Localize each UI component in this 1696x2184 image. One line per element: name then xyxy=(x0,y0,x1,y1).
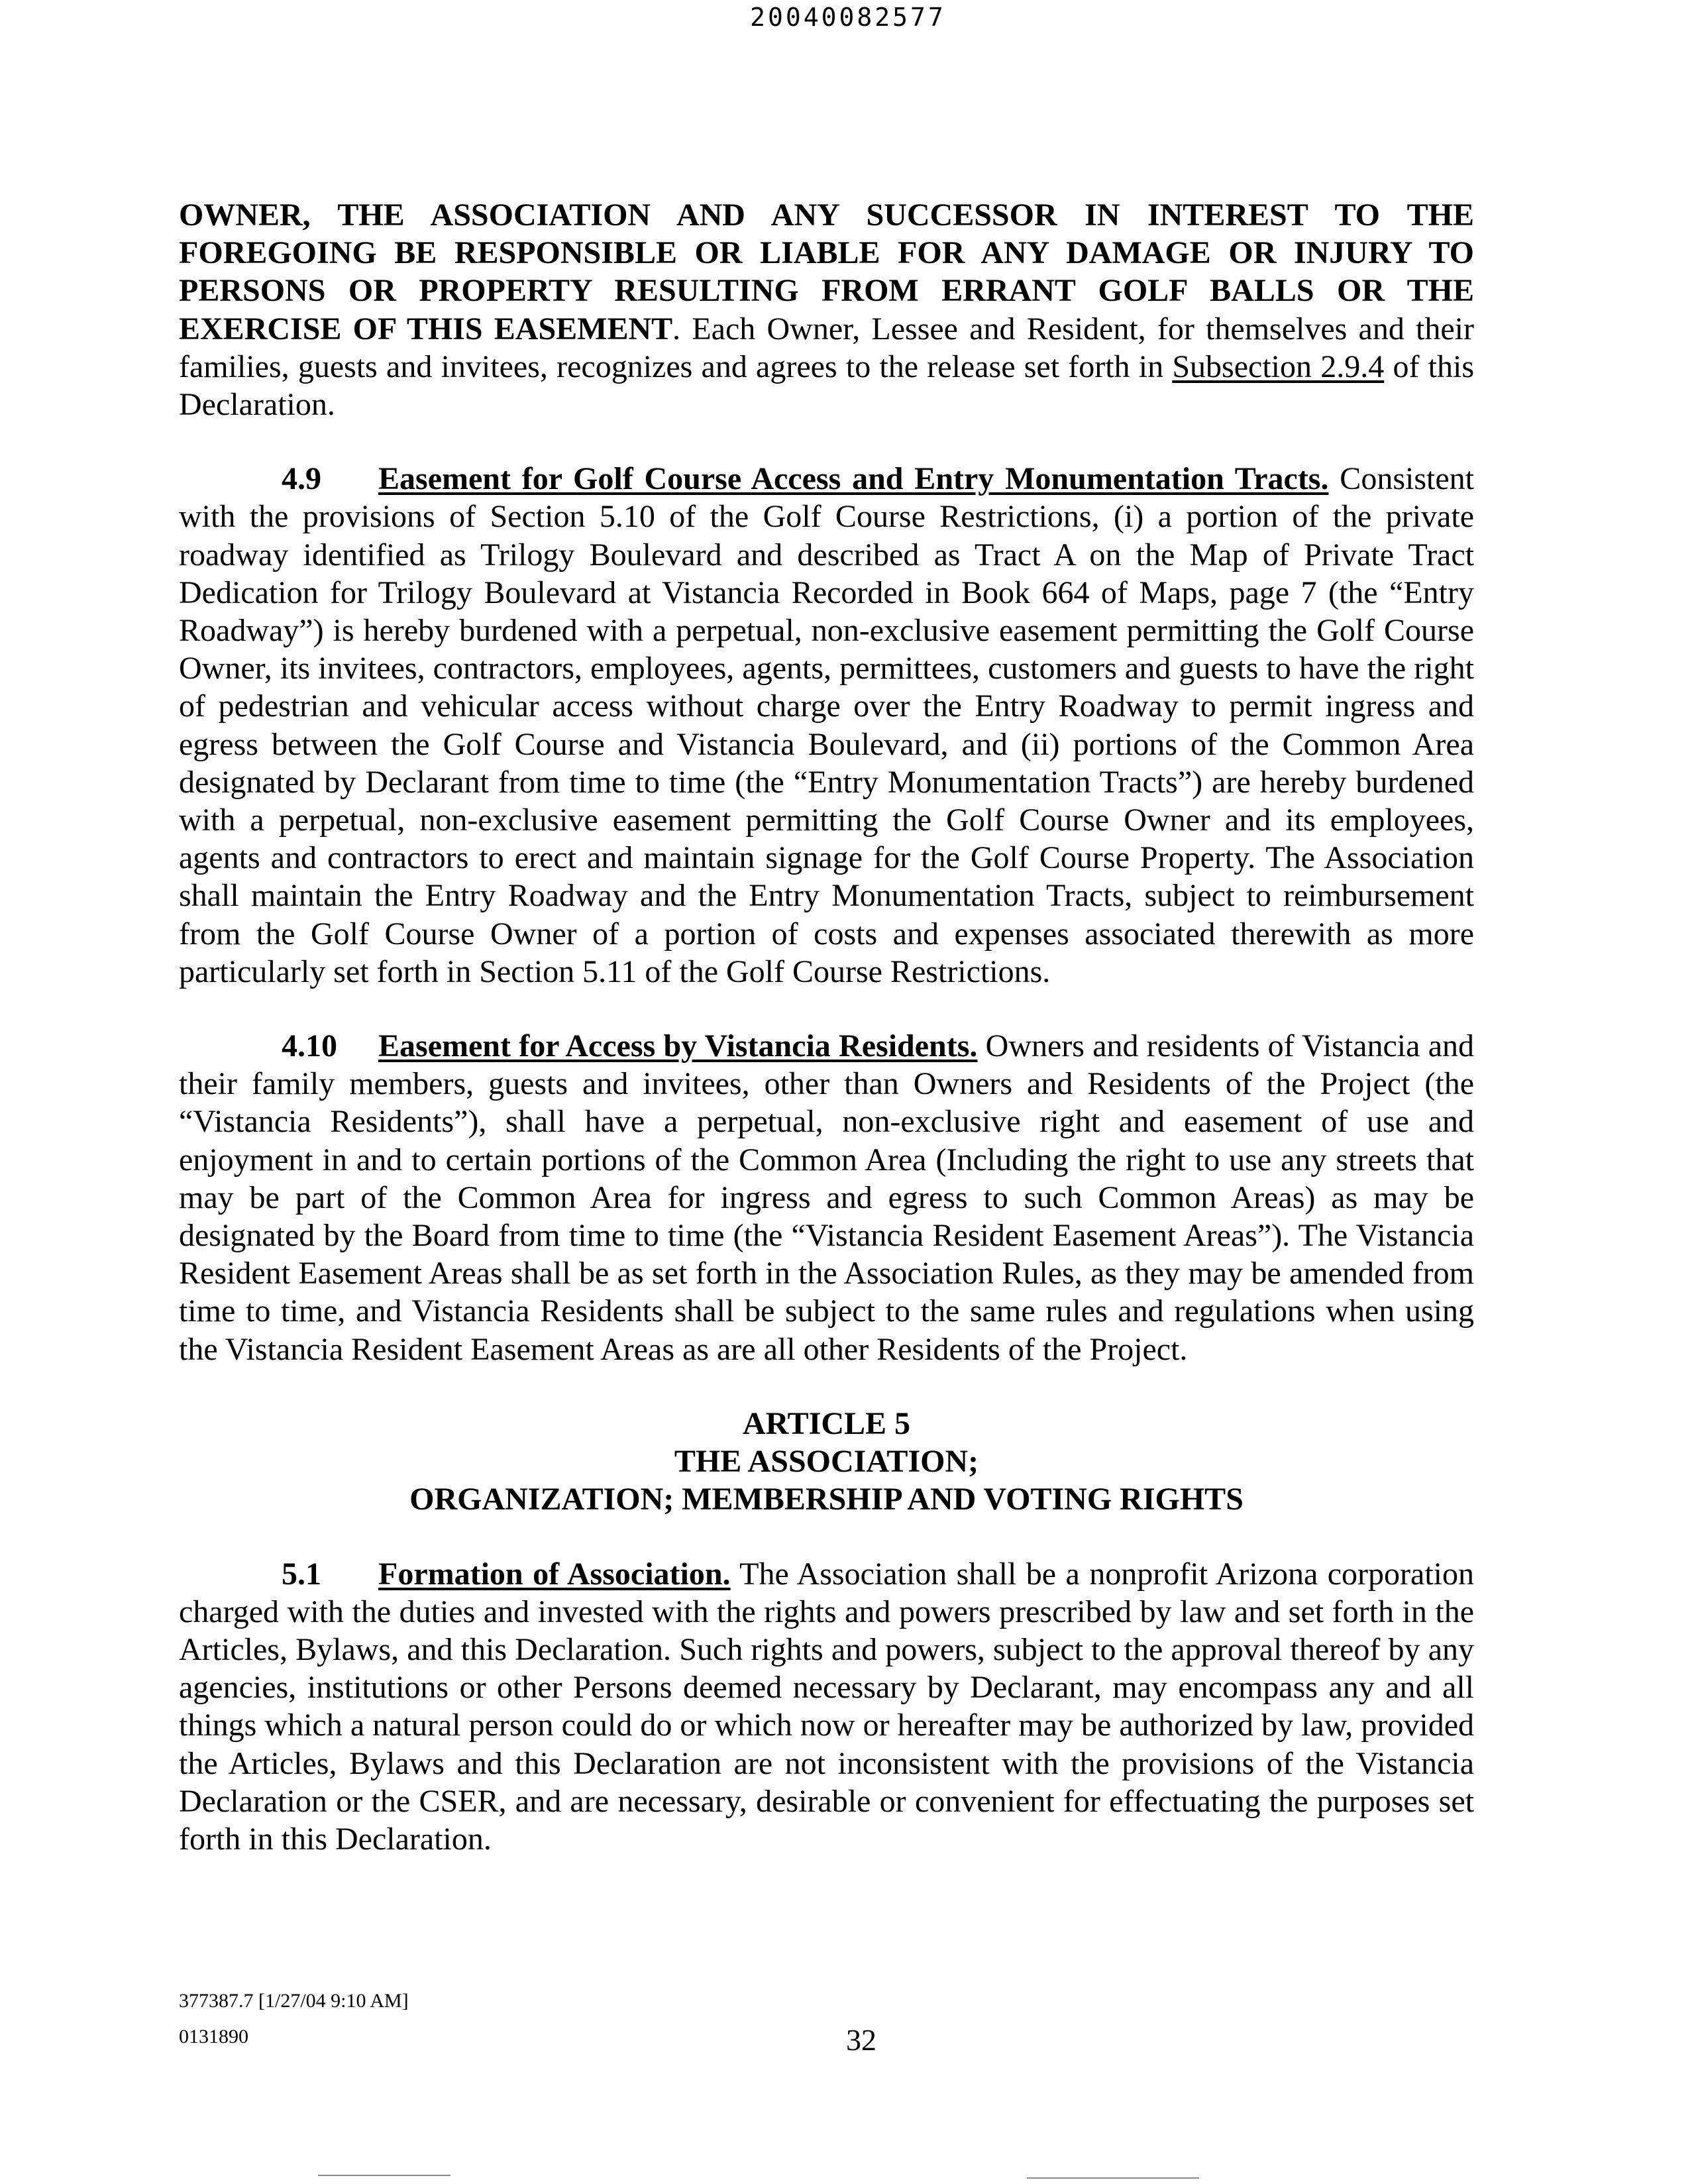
scan-artifact xyxy=(1027,2177,1199,2179)
intro-paragraph xyxy=(179,196,1474,423)
document-body xyxy=(179,196,1474,1858)
client-id: 0131890 xyxy=(179,2026,248,2048)
section-number: 4.9 xyxy=(282,461,321,497)
page-number: 32 xyxy=(846,2023,876,2057)
article-5-heading xyxy=(179,1405,1474,1519)
article-subtitle: ORGANIZATION; MEMBERSHIP AND VOTING RIGHTS xyxy=(409,1482,1244,1517)
intro-bold-text: OWNER, THE ASSOCIATION AND ANY SUCCESSOR IN INTEREST TO THE FOREGOING BE RESPONSIBLE OR LIABLE FOR ANY DAMAGE OR INJURY TO PERSONS OR PROPERTY RESULTING FROM ERRANT GOLF BALLS OR THE EXERCISE OF THIS EASEMENT xyxy=(179,197,1474,347)
section-body: Owners and residents of Vistancia and their family members, guests and invitees, other than Owners and Residents of the Project (the “Vistancia Residents”), shall have a perpetual, non-exclusive right and easement of use and enjoyment in and to certain portions of the Common Area (Including the right to use any streets that may be part of the Common Area for ingress and egress to such Common Areas) as may be designated by the Board from time to time (the “Vistancia Resident Easement Areas”). The Vistancia Resident Easement Areas shall be as set forth in the Association Rules, as they may be amended from time to time, and Vistancia Residents shall be subject to the same rules and regulations when using the Vistancia Resident Easement Areas as are all other Residents of the Project. xyxy=(179,1028,1474,1367)
section-number: 4.10 xyxy=(282,1028,337,1064)
article-subtitle: THE ASSOCIATION; xyxy=(674,1444,979,1480)
subsection-reference: Subsection 2.9.4 xyxy=(1172,349,1385,384)
intro-text-b: of this Declaration. xyxy=(179,349,1475,423)
document-id: 377387.7 [1/27/04 9:10 AM] xyxy=(179,1990,409,2012)
intro-text-a: . Each Owner, Lessee and Resident, for themselves and their families, guests and invitees, recognizes and agrees to the release set forth in xyxy=(179,311,1474,384)
section-body: Consistent with the provisions of Section 5.10 of the Golf Course Restrictions, (i) a portion of the private roadway identified as Trilogy Boulevard and described as Tract A on the Map of Private Tract Dedication for Trilogy Boulevard at Vistancia Recorded in Book 664 of Maps, page 7 (the “Entry Roadway”) is hereby burdened with a perpetual, non-exclusive easement permitting the Golf Course Owner, its invitees, contractors, employees, agents, permittees, customers and guests to have the right of pedestrian and vehicular access without charge over the Entry Roadway to permit ingress and egress between the Golf Course and Vistancia Boulevard, and (ii) portions of the Common Area designated by Declarant from time to time (the “Entry Monumentation Tracts”) are hereby burdened with a perpetual, non-exclusive easement permitting the Golf Course Owner and its employees, agents and contractors to erect and maintain signage for the Golf Course Property. The Association shall maintain the Entry Roadway and the Entry Monumentation Tracts, subject to reimbursement from the Golf Course Owner of a portion of costs and expenses associated therewith as more particularly set forth in Section 5.11 of the Golf Course Restrictions. xyxy=(179,461,1474,989)
article-title: ARTICLE 5 xyxy=(742,1405,911,1441)
section-number: 5.1 xyxy=(282,1556,321,1592)
section-4-10 xyxy=(179,1027,1474,1368)
section-body: The Association shall be a nonprofit Arizona corporation charged with the duties and invested with the rights and powers prescribed by law and set forth in the Articles, Bylaws, and this Declaration. Such rights and powers, subject to the approval thereof by any agencies, institutions or other Persons deemed necessary by Declarant, may encompass any and all things which a natural person could do or which now or hereafter may be authorized by law, provided the Articles, Bylaws and this Declaration are not inconsistent with the provisions of the Vistancia Declaration or the CSER, and are necessary, desirable or convenient for effectuating the purposes set forth in this Declaration. xyxy=(179,1556,1474,1857)
section-4-9 xyxy=(179,460,1474,991)
section-title: Easement for Golf Course Access and Entry Monumentation Tracts. xyxy=(378,461,1329,497)
scan-artifact xyxy=(318,2175,450,2176)
section-title: Formation of Association. xyxy=(378,1556,731,1592)
recording-number: 20040082577 xyxy=(750,3,946,32)
section-title: Easement for Access by Vistancia Residents. xyxy=(378,1028,978,1064)
section-5-1 xyxy=(179,1555,1474,1859)
